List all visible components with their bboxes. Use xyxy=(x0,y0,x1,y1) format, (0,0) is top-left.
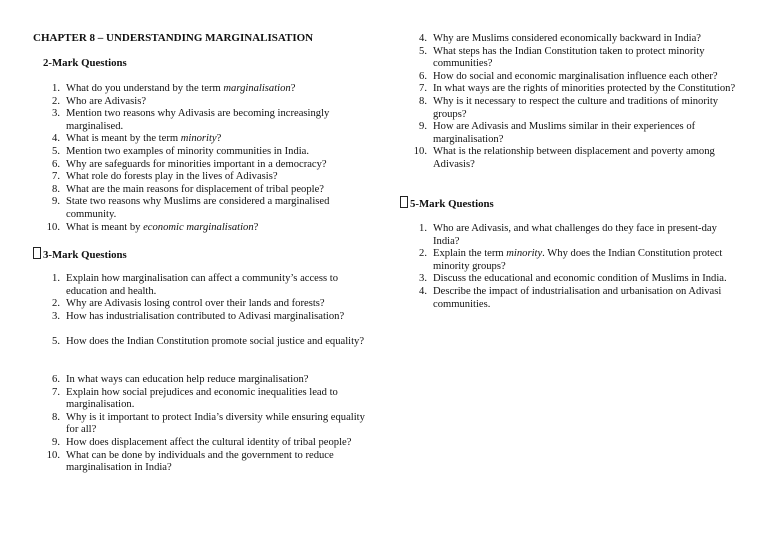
list-item: 5. Mention two examples of minority communities in India. xyxy=(52,145,310,157)
list-item: 2. Explain the term minority. Why does the Indian Constitution protect minority groups? xyxy=(419,248,723,272)
checkbox-glyph-icon xyxy=(33,247,41,259)
list-item: 10. What can be done by individuals and the government to reduce marginalisation in India? xyxy=(46,449,334,474)
list-item: 4. Describe the impact of industrialisation and urbanisation on Adivasi communities. xyxy=(419,285,722,310)
list-item: 1. Explain how marginalisation can affect a community’s access to education and health. xyxy=(52,273,339,297)
three-mark-list-a xyxy=(33,273,373,323)
five-mark-list xyxy=(400,223,745,311)
list-item: 10. What is meant by economic marginalisation? xyxy=(46,221,259,233)
list-item: 5. What steps has the Indian Constitution taken to protect minority communities? xyxy=(419,45,705,70)
two-mark-heading: 2-Mark Questions xyxy=(43,57,127,69)
list-item: 6. How do social and economic marginalisation influence each other? xyxy=(419,70,718,82)
list-item: 4. What is meant by the term minority? xyxy=(52,133,222,145)
list-item: 6. In what ways can education help reduce marginalisation? xyxy=(52,374,309,385)
list-item: 9. State two reasons why Muslims are considered a marginalised community. xyxy=(52,196,330,220)
list-item: 9. How does displacement affect the cultural identity of tribal people? xyxy=(52,436,352,448)
list-item: 4. Why are Muslims considered economically backward in India? xyxy=(419,33,701,44)
list-item: 1. Who are Adivasis, and what challenges do they face in present-day India? xyxy=(419,223,717,247)
list-item: 2. Who are Adivasis? xyxy=(52,95,147,107)
two-mark-list xyxy=(33,83,373,234)
list-item: 8. Why is it important to protect India’s diversity while ensuring equality for all? xyxy=(52,411,365,436)
three-mark-list-b xyxy=(33,336,373,349)
list-item: 5. How does the Indian Constitution promote social justice and equality? xyxy=(52,336,365,347)
list-item: 7. Explain how social prejudices and economic inequalities lead to marginalisation. xyxy=(52,386,338,411)
list-item: 8. Why is it necessary to respect the culture and traditions of minority groups? xyxy=(419,95,719,120)
list-item: 3. How has industrialisation contributed to Adivasi marginalisation? xyxy=(52,310,345,322)
list-item: 8. What are the main reasons for displacement of tribal people? xyxy=(52,183,324,195)
three-mark-heading: 3-Mark Questions xyxy=(33,247,127,262)
five-mark-heading: 5-Mark Questions xyxy=(400,196,494,211)
list-item: 2. Why are Adivasis losing control over their lands and forests? xyxy=(52,298,325,310)
list-item: 3. Discuss the educational and economic condition of Muslims in India. xyxy=(419,273,727,285)
two-mark-list-continued xyxy=(400,33,745,172)
list-item: 9. How are Adivasis and Muslims similar in their experiences of marginalisation? xyxy=(419,121,696,145)
list-item: 10. What is the relationship between displacement and poverty among Adivasis? xyxy=(413,146,715,170)
checkbox-glyph-icon xyxy=(400,196,408,208)
chapter-title: CHAPTER 8 – UNDERSTANDING MARGINALISATION xyxy=(33,32,314,44)
list-item: 6. Why are safeguards for minorities important in a democracy? xyxy=(52,158,327,170)
list-item: 7. In what ways are the rights of minorities protected by the Constitution? xyxy=(419,83,736,95)
three-mark-list-c xyxy=(33,374,373,475)
list-item: 7. What role do forests play in the lives of Adivasis? xyxy=(52,171,278,183)
list-item: 1. What do you understand by the term marginalisation? xyxy=(52,83,296,94)
list-item: 3. Mention two reasons why Adivasis are becoming increasingly marginalised. xyxy=(52,108,330,132)
